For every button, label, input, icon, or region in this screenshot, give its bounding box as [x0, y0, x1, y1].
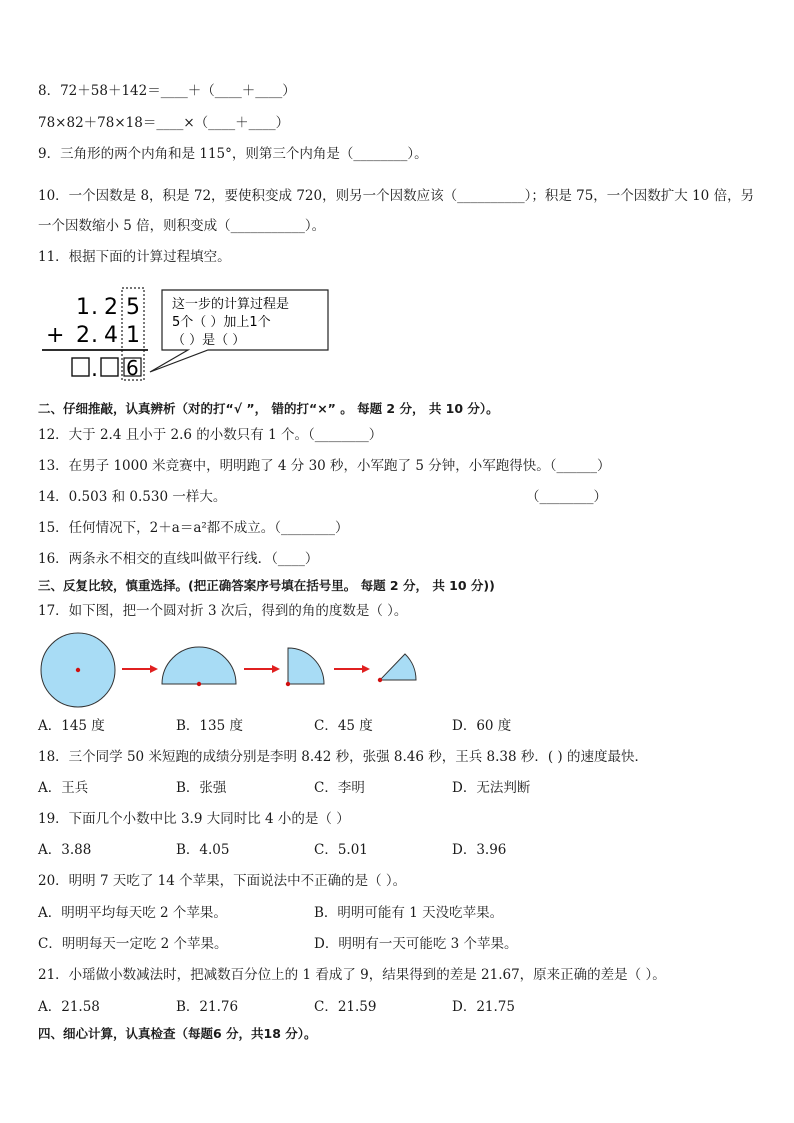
q20-option-a[interactable]: A．明明平均每天吃 2 个苹果。	[38, 905, 227, 921]
q19-option-d[interactable]: D．3.96	[452, 842, 507, 858]
q20-option-d[interactable]: D．明明有一天可能吃 3 个苹果。	[314, 936, 518, 952]
bubble-line-2: 5个（ ）加上1个	[172, 315, 271, 330]
half-circle	[162, 647, 236, 684]
q17-option-d[interactable]: D．60 度	[452, 718, 512, 734]
row1-dot: .	[91, 295, 98, 320]
row1-digit-2: 2	[104, 295, 118, 320]
addition-figure	[38, 284, 338, 384]
question-8-line-1: 8．72＋58＋142＝____＋（____＋____）	[38, 83, 296, 99]
q21-option-d[interactable]: D．21.75	[452, 999, 515, 1015]
circle-folding-figure	[38, 632, 428, 712]
question-16: 16．两条永不相交的直线叫做平行线．（____）	[38, 551, 319, 567]
bubble-line-1: 这一步的计算过程是	[172, 297, 290, 312]
q19-option-b[interactable]: B．4.05	[176, 842, 230, 858]
row2-dot: .	[91, 323, 98, 348]
q18-option-b[interactable]: B．张强	[176, 780, 227, 796]
question-20: 20．明明 7 天吃了 14 个苹果，下面说法中不正确的是（ ）。	[38, 873, 407, 889]
eighth-circle	[380, 654, 416, 680]
question-9: 9．三角形的两个内角和是 115°，则第三个内角是（________）。	[38, 146, 428, 162]
plus-sign: +	[46, 323, 65, 348]
q19-option-c[interactable]: C．5.01	[314, 842, 368, 858]
quarter-circle-center-dot	[286, 682, 290, 686]
result-box-1	[72, 358, 89, 376]
row1-digit-3: 5	[126, 295, 140, 320]
q17-option-b[interactable]: B．135 度	[176, 718, 243, 734]
question-14: 14．0.503 和 0.530 一样大。	[38, 489, 227, 505]
q21-option-a[interactable]: A．21.58	[38, 999, 100, 1015]
row1-digit-1: 1	[76, 295, 90, 320]
question-17: 17．如下图，把一个圆对折 3 次后，得到的角的度数是（ ）。	[38, 603, 408, 619]
question-19: 19．下面几个小数中比 3.9 大同时比 4 小的是（ ）	[38, 811, 350, 827]
arrow-3-head	[362, 665, 370, 673]
result-box-2	[101, 358, 118, 376]
question-8-line-2: 78×82＋78×18＝____×（____＋____）	[38, 115, 290, 131]
question-12: 12．大于 2.4 且小于 2.6 的小数只有 1 个。（________）	[38, 427, 383, 443]
result-digit: 6	[126, 356, 139, 380]
q18-option-c[interactable]: C．李明	[314, 780, 365, 796]
result-dot: .	[91, 357, 98, 382]
question-18: 18．三个同学 50 米短跑的成绩分别是李明 8.42 秒，张强 8.46 秒，王兵 8.38 秒．( ) 的速度最快．	[38, 749, 648, 765]
row2-digit-3: 1	[126, 323, 140, 348]
question-21: 21．小瑶做小数减法时，把减数百分位上的 1 看成了 9，结果得到的差是 21.67，原来正确的差是（ ）。	[38, 967, 666, 983]
section-2-heading: 二、仔细推敲，认真辨析（对的打“√ ”， 错的打“×” 。 每题 2 分， 共 10 分）。	[38, 401, 499, 416]
q19-option-a[interactable]: A．3.88	[38, 842, 92, 858]
circle-center-dot	[76, 668, 80, 672]
question-10-line-1: 10．一个因数是 8，积是 72，要使积变成 720，则另一个因数应该（__________）；积是 75，一个因数扩大 10 倍，另	[38, 188, 755, 204]
question-15: 15．任何情况下，2＋a＝a²都不成立。（________）	[38, 520, 349, 536]
arrow-2-head	[272, 665, 280, 673]
section-4-heading: 四、细心计算，认真检查（每题6 分，共18 分）。	[38, 1026, 317, 1041]
row2-digit-2: 4	[104, 323, 118, 348]
section-3-heading: 三、反复比较，慎重选择。(把正确答案序号填在括号里。 每题 2 分， 共 10 分))	[38, 578, 495, 593]
eighth-circle-center-dot	[378, 678, 382, 682]
q17-option-c[interactable]: C．45 度	[314, 718, 373, 734]
arrow-1-head	[150, 665, 158, 673]
q21-option-b[interactable]: B．21.76	[176, 999, 239, 1015]
question-11: 11．根据下面的计算过程填空。	[38, 249, 231, 265]
q18-option-d[interactable]: D．无法判断	[452, 780, 531, 796]
q17-option-a[interactable]: A．145 度	[38, 718, 105, 734]
question-13: 13．在男子 1000 米竞赛中，明明跑了 4 分 30 秒，小军跑了 5 分钟，小军跑得快。（______）	[38, 458, 611, 474]
quarter-circle	[288, 648, 324, 684]
bubble-line-3: （ ）是（ ）	[172, 333, 246, 348]
row2-digit-1: 2	[76, 323, 90, 348]
q20-option-b[interactable]: B．明明可能有 1 天没吃苹果。	[314, 905, 504, 921]
half-circle-center-dot	[197, 682, 201, 686]
question-14-blank: （________）	[526, 489, 607, 505]
question-10-line-2: 一个因数缩小 5 倍，则积变成（___________）。	[38, 218, 326, 234]
q21-option-c[interactable]: C．21.59	[314, 999, 377, 1015]
q20-option-c[interactable]: C．明明每天一定吃 2 个苹果。	[38, 936, 228, 952]
q18-option-a[interactable]: A．王兵	[38, 780, 89, 796]
